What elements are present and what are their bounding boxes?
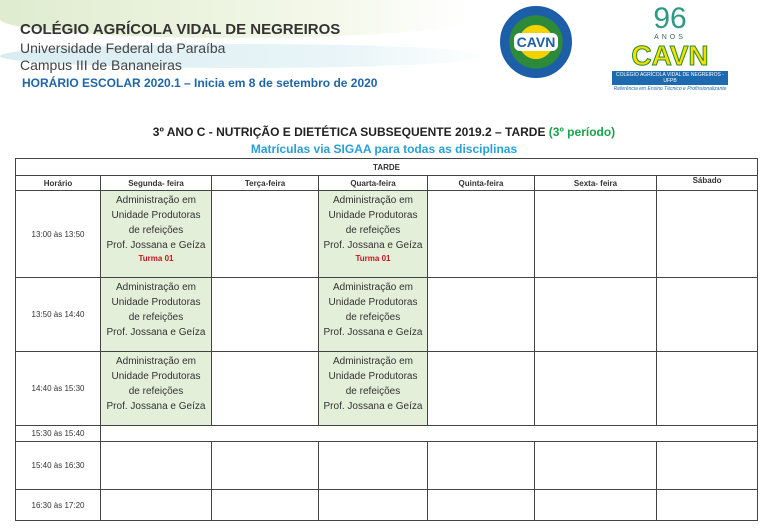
- col-header: Horário: [16, 176, 101, 191]
- col-header: Quarta-feira: [319, 176, 428, 191]
- table-row: 13:50 às 14:40 Administração em Unidade Produtoras de refeições Prof. Jossana e Geíza Administração em Unidade Produtoras de refeições Prof. Jossana e Geíza: [16, 278, 758, 352]
- header-row: [16, 176, 758, 191]
- campus-name: Campus III de Bananeiras: [20, 57, 182, 73]
- break-row: 15:30 às 15:40: [16, 426, 758, 442]
- class-cell: Administração em Unidade Produtoras de refeições Prof. Jossana e Geíza Turma 01: [319, 191, 428, 278]
- col-header: Segunda- feira: [101, 176, 212, 191]
- cavn-seal-logo: CAVN: [500, 6, 572, 78]
- table-row: 13:00 às 13:50 Administração em Unidade Produtoras de refeições Prof. Jossana e Geíza Turma 01 Administração em Unidade Produtoras de refeições Prof. Jossana e Geíza Turma 01: [16, 191, 758, 278]
- col-header: Terça-feira: [212, 176, 319, 191]
- class-cell: Administração em Unidade Produtoras de refeições Prof. Jossana e Geíza: [319, 278, 428, 352]
- cavn-96-years-logo: 96 ANOS CAVN COLÉGIO AGRÍCOLA VIDAL DE NEGREIROS - UFPB Referência em Ensino Técnico e Profissionalizante: [613, 2, 727, 92]
- table-row: 16:30 às 17:20: [16, 490, 758, 521]
- page-title: 3º ANO C - NUTRIÇÃO E DIETÉTICA SUBSEQUENTE 2019.2 – TARDE (3º período): [152, 125, 616, 139]
- class-cell: Administração em Unidade Produtoras de refeições Prof. Jossana e Geíza: [101, 352, 212, 426]
- table-row: 15:40 às 16:30: [16, 442, 758, 490]
- schedule-heading: HORÁRIO ESCOLAR 2020.1 – Inicia em 8 de setembro de 2020: [22, 76, 378, 90]
- class-cell: Administração em Unidade Produtoras de refeições Prof. Jossana e Geíza: [101, 278, 212, 352]
- page-subtitle: Matrículas via SIGAA para todas as disciplinas: [250, 142, 518, 156]
- col-header: Quinta-feira: [428, 176, 535, 191]
- class-cell: Administração em Unidade Produtoras de refeições Prof. Jossana e Geíza: [319, 352, 428, 426]
- col-header: Sexta- feira: [535, 176, 657, 191]
- col-header: Sábado: [657, 176, 758, 191]
- shift-header: TARDE: [16, 159, 758, 176]
- university-name: Universidade Federal da Paraíba: [20, 40, 226, 56]
- school-name: COLÉGIO AGRÍCOLA VIDAL DE NEGREIROS: [20, 21, 341, 38]
- schedule-table: [15, 158, 758, 521]
- table-row: 14:40 às 15:30 Administração em Unidade Produtoras de refeições Prof. Jossana e Geíza Administração em Unidade Produtoras de refeições Prof. Jossana e Geíza: [16, 352, 758, 426]
- class-cell: Administração em Unidade Produtoras de refeições Prof. Jossana e Geíza Turma 01: [101, 191, 212, 278]
